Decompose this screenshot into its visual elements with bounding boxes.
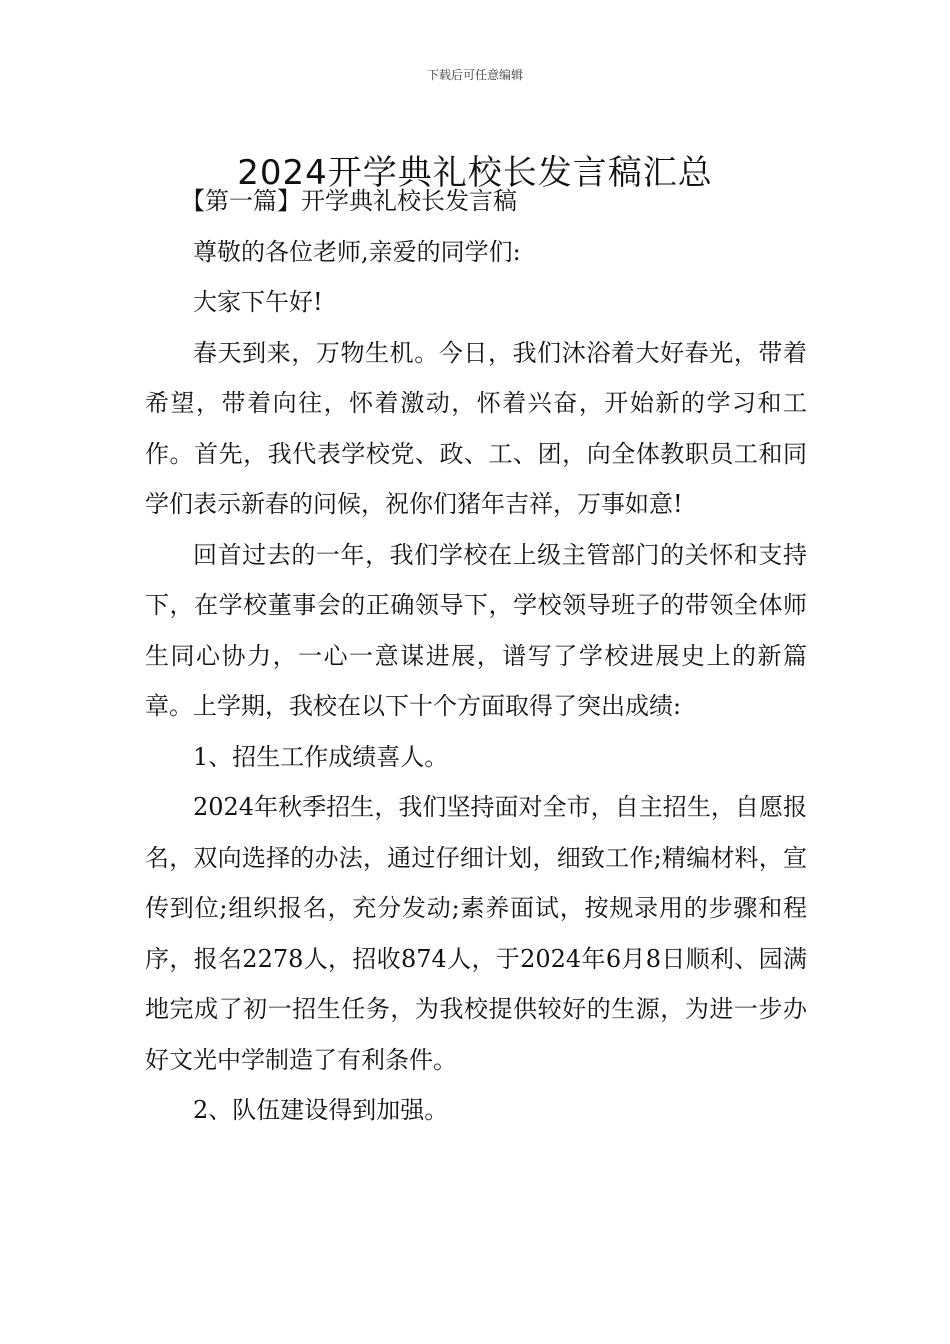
salutation: 尊敬的各位老师,亲爱的同学们: [193,237,521,266]
list-item-heading: 1、招生工作成绩喜人。 [193,742,449,771]
section-heading: 【第一篇】开学典礼校长发言稿 [181,187,517,215]
paragraph: 回首过去的一年，我们学校在上级主管部门的关怀和支持下，在学校董事会的正确领导下，学校领导班子的带领全体师生同心协力，一心一意谋进展，谱写了学校进展史上的新篇章。上学期，我校在以下十个方面取得了突出成绩: [145,540,807,720]
greeting: 大家下午好! [193,288,323,316]
paragraph: 春天到来，万物生机。今日，我们沐浴着大好春光，带着希望，带着向往，怀着激动，怀着兴奋，开始新的学习和工作。首先，我代表学校党、政、工、团，向全体教职员工和同学们表示新春的问候，祝你们猪年吉祥，万事如意! [145,338,807,518]
document-body [145,176,807,1136]
page-header-note: 下载后可任意编辑 [426,68,523,82]
document-title: 2024开学典礼校长发言稿汇总 [237,152,713,193]
paragraph: 2024年秋季招生，我们坚持面对全市，自主招生，自愿报名，双向选择的办法，通过仔细计划，细致工作;精编材料，宣传到位;组织报名，充分发动;素养面试，按规录用的步骤和程序，报名2278人，招收874人，于2024年6月8日顺利、园满地完成了初一招生任务，为我校提供较好的生源，为进一步办好文光中学制造了有利条件。 [145,793,807,1074]
list-item-heading: 2、队伍建设得到加强。 [193,1096,449,1124]
